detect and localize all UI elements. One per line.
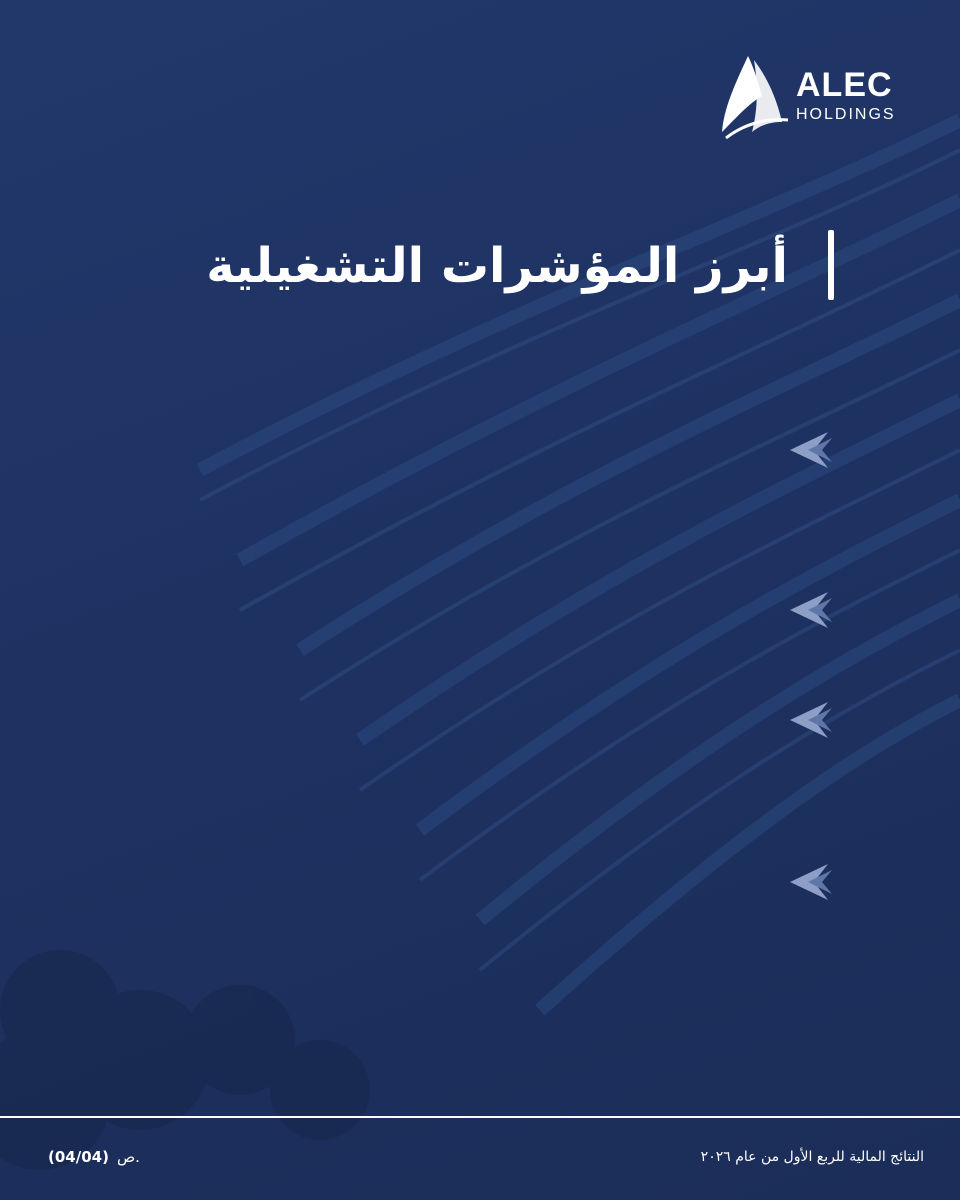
chevron-left-icon <box>788 590 834 630</box>
chevron-left-icon <box>788 700 834 740</box>
page-indicator <box>48 1145 140 1169</box>
chevron-left-icon <box>788 862 834 902</box>
page-number: (04/04) <box>48 1148 109 1166</box>
brand-subtitle: HOLDINGS <box>796 106 896 123</box>
page-label: ص. <box>116 1148 140 1166</box>
footer-divider <box>0 1116 960 1118</box>
chevron-left-icon <box>788 430 834 470</box>
page-title: أبرز المؤشرات التشغيلية <box>206 238 788 294</box>
brand-name: ALEC <box>796 66 893 104</box>
report-caption: النتائج المالية للربع الأول من عام ٢٠٢٦ <box>700 1149 924 1165</box>
